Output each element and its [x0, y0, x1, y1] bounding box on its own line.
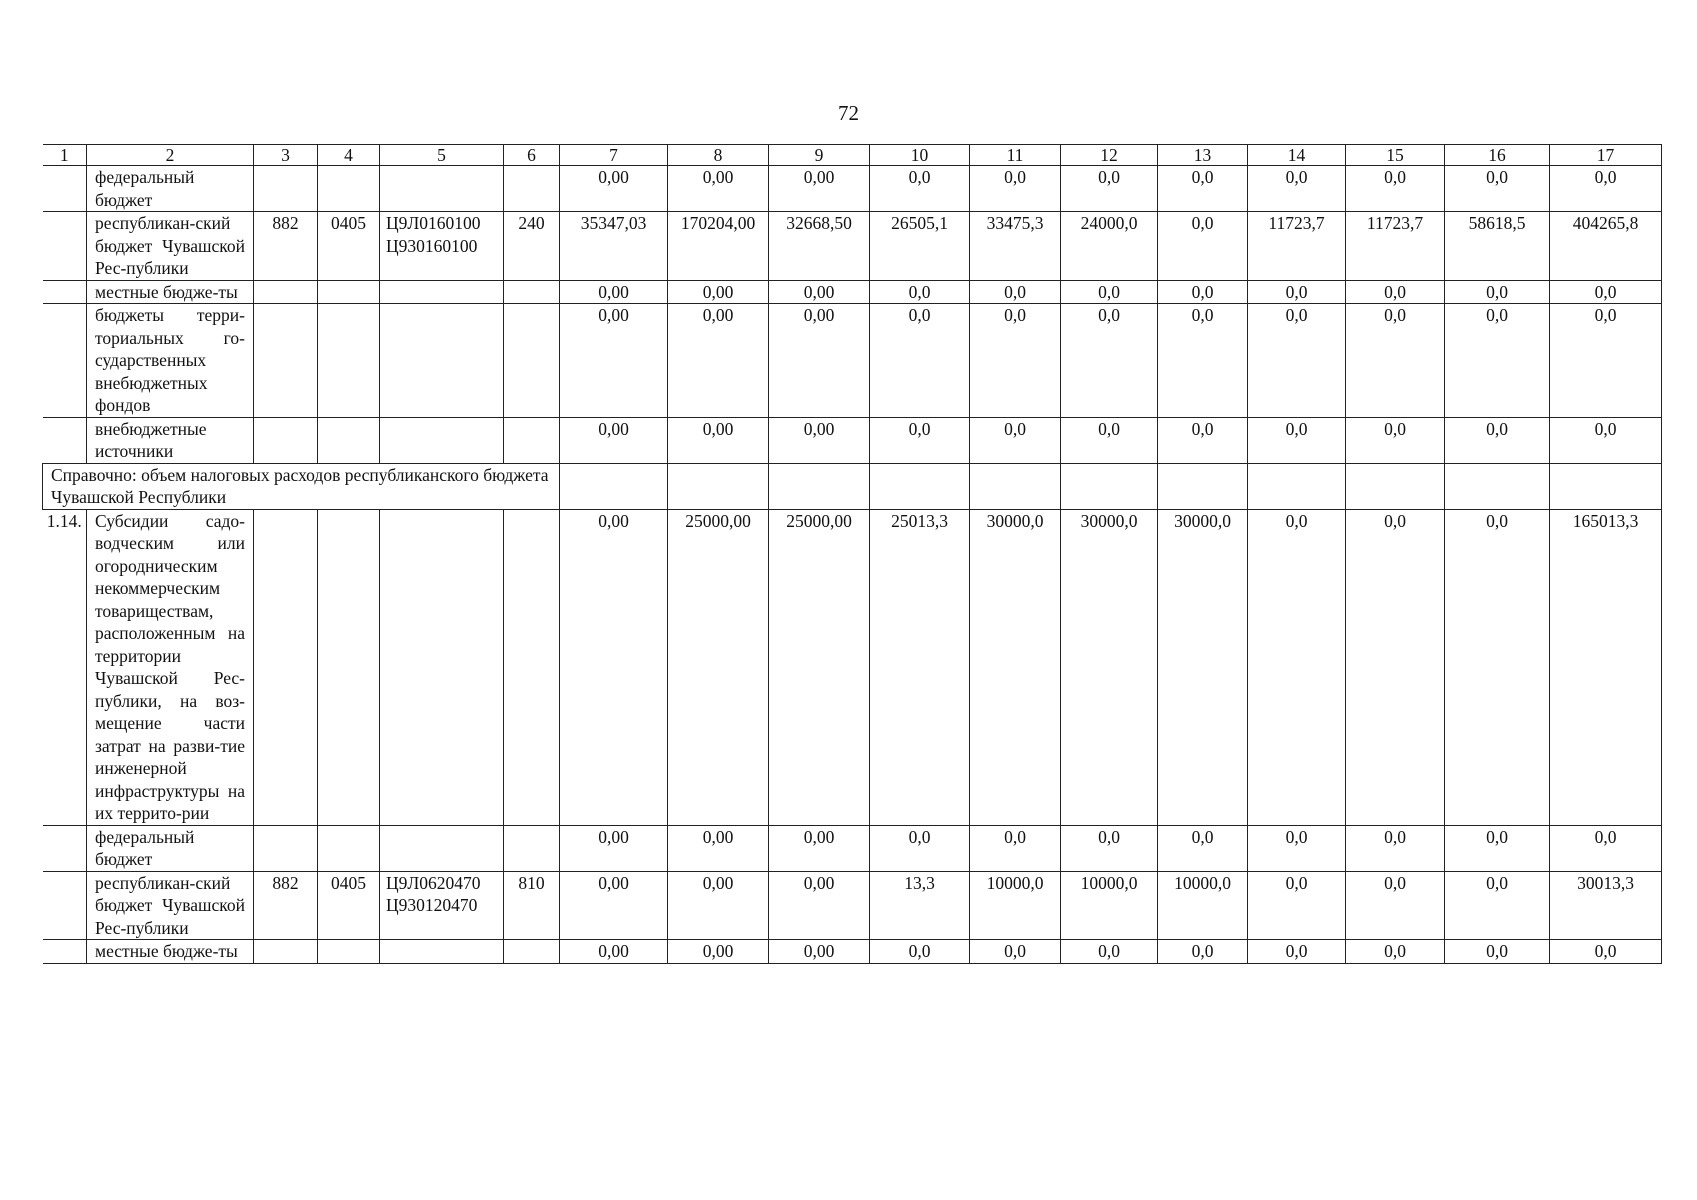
section-code-cell	[318, 166, 380, 212]
value-cell: 0,00	[668, 166, 769, 212]
row-number-cell	[43, 940, 87, 964]
reference-row-label: Справочно: объем налоговых расходов республиканского бюджета Чувашской Республики	[43, 463, 560, 509]
column-header: 8	[668, 145, 769, 166]
row-number-cell	[43, 212, 87, 281]
value-cell: 0,0	[1346, 280, 1445, 304]
column-header: 1	[43, 145, 87, 166]
column-header: 13	[1158, 145, 1248, 166]
row-number-cell: 1.14.	[43, 509, 87, 825]
value-cell: 165013,3	[1550, 509, 1662, 825]
value-cell: 0,0	[1346, 166, 1445, 212]
admin-code-cell	[254, 166, 318, 212]
value-cell: 0,0	[1346, 417, 1445, 463]
value-cell: 170204,00	[668, 212, 769, 281]
value-cell: 0,0	[1445, 940, 1550, 964]
value-cell: 0,00	[560, 304, 668, 418]
target-code-cell: Ц9Л0160100 Ц930160100	[380, 212, 504, 281]
target-code-cell	[380, 166, 504, 212]
value-cell: 0,0	[1346, 825, 1445, 871]
value-cell: 0,00	[668, 825, 769, 871]
value-cell: 10000,0	[970, 871, 1061, 940]
section-code-cell	[318, 509, 380, 825]
value-cell: 11723,7	[1346, 212, 1445, 281]
section-code-cell	[318, 940, 380, 964]
value-cell: 0,0	[1445, 825, 1550, 871]
value-cell: 0,0	[1158, 304, 1248, 418]
row-label-cell: республикан-ский бюджет Чувашской Рес-публики	[87, 212, 254, 281]
column-header: 11	[970, 145, 1061, 166]
column-header: 16	[1445, 145, 1550, 166]
expense-type-cell: 240	[504, 212, 560, 281]
value-cell: 0,0	[1550, 417, 1662, 463]
column-header: 6	[504, 145, 560, 166]
value-cell: 0,00	[668, 940, 769, 964]
expense-type-cell	[504, 166, 560, 212]
value-cell: 32668,50	[769, 212, 870, 281]
value-cell: 0,0	[1158, 940, 1248, 964]
value-cell: 0,0	[1550, 825, 1662, 871]
value-cell: 0,0	[970, 280, 1061, 304]
table-row	[43, 280, 1662, 304]
value-cell: 0,00	[560, 280, 668, 304]
value-cell: 0,0	[1445, 304, 1550, 418]
value-cell: 30000,0	[1061, 509, 1158, 825]
value-cell: 58618,5	[1445, 212, 1550, 281]
value-cell: 0,0	[1248, 509, 1346, 825]
column-header: 4	[318, 145, 380, 166]
row-number-cell	[43, 166, 87, 212]
section-code-cell: 0405	[318, 871, 380, 940]
row-label-cell: республикан-ский бюджет Чувашской Рес-публики	[87, 871, 254, 940]
value-cell: 404265,8	[1550, 212, 1662, 281]
value-cell: 33475,3	[970, 212, 1061, 281]
section-code-cell	[318, 280, 380, 304]
table-row	[43, 871, 1662, 940]
header-row	[43, 145, 1662, 166]
value-cell: 0,0	[1346, 871, 1445, 940]
target-code-cell	[380, 280, 504, 304]
value-cell: 0,0	[870, 417, 970, 463]
admin-code-cell	[254, 940, 318, 964]
value-cell: 0,0	[1248, 825, 1346, 871]
row-number-cell	[43, 825, 87, 871]
expense-type-cell	[504, 940, 560, 964]
value-cell: 0,0	[1550, 304, 1662, 418]
expense-type-cell	[504, 417, 560, 463]
value-cell: 0,00	[560, 166, 668, 212]
expense-type-cell: 810	[504, 871, 560, 940]
table-row	[43, 417, 1662, 463]
value-cell: 0,00	[769, 166, 870, 212]
empty-value-cell	[668, 463, 769, 509]
value-cell: 24000,0	[1061, 212, 1158, 281]
value-cell: 0,0	[1158, 417, 1248, 463]
empty-value-cell	[1061, 463, 1158, 509]
value-cell: 0,0	[1346, 940, 1445, 964]
value-cell: 0,00	[560, 825, 668, 871]
row-label-cell: федеральный бюджет	[87, 825, 254, 871]
value-cell: 10000,0	[1158, 871, 1248, 940]
value-cell: 0,0	[870, 304, 970, 418]
value-cell: 0,0	[970, 825, 1061, 871]
admin-code-cell	[254, 825, 318, 871]
value-cell: 35347,03	[560, 212, 668, 281]
value-cell: 11723,7	[1248, 212, 1346, 281]
value-cell: 0,00	[668, 280, 769, 304]
value-cell: 0,0	[1445, 166, 1550, 212]
value-cell: 25000,00	[769, 509, 870, 825]
empty-value-cell	[769, 463, 870, 509]
value-cell: 0,0	[970, 304, 1061, 418]
value-cell: 0,00	[769, 417, 870, 463]
table-row	[43, 940, 1662, 964]
value-cell: 0,0	[1158, 825, 1248, 871]
admin-code-cell	[254, 304, 318, 418]
row-label-cell: внебюджетные источники	[87, 417, 254, 463]
value-cell: 0,0	[1248, 166, 1346, 212]
expense-type-cell	[504, 825, 560, 871]
value-cell: 13,3	[870, 871, 970, 940]
value-cell: 0,00	[560, 417, 668, 463]
value-cell: 0,0	[1248, 280, 1346, 304]
value-cell: 0,0	[1445, 417, 1550, 463]
row-label-cell: Субсидии садо-водческим или огородническим некоммерческим товариществам, расположенным на территории Чувашской Рес-публики, на воз-мещение части затрат на разви-тие инженерной инфраструктуры на их террито-рии	[87, 509, 254, 825]
value-cell: 0,0	[1248, 940, 1346, 964]
value-cell: 0,0	[870, 166, 970, 212]
value-cell: 0,00	[560, 509, 668, 825]
value-cell: 30000,0	[970, 509, 1061, 825]
column-header: 14	[1248, 145, 1346, 166]
target-code-cell: Ц9Л0620470 Ц930120470	[380, 871, 504, 940]
empty-value-cell	[1158, 463, 1248, 509]
value-cell: 0,0	[1061, 280, 1158, 304]
value-cell: 0,00	[560, 871, 668, 940]
empty-value-cell	[1346, 463, 1445, 509]
empty-value-cell	[870, 463, 970, 509]
value-cell: 0,0	[1248, 417, 1346, 463]
expense-type-cell	[504, 280, 560, 304]
column-header: 10	[870, 145, 970, 166]
value-cell: 26505,1	[870, 212, 970, 281]
value-cell: 0,0	[970, 417, 1061, 463]
row-label-cell: федеральный бюджет	[87, 166, 254, 212]
section-code-cell: 0405	[318, 212, 380, 281]
value-cell: 0,0	[1158, 212, 1248, 281]
column-header: 15	[1346, 145, 1445, 166]
row-number-cell	[43, 280, 87, 304]
admin-code-cell	[254, 280, 318, 304]
table-row	[43, 509, 1662, 825]
admin-code-cell	[254, 509, 318, 825]
column-header: 17	[1550, 145, 1662, 166]
admin-code-cell: 882	[254, 212, 318, 281]
row-label-cell: местные бюдже-ты	[87, 280, 254, 304]
value-cell: 0,0	[1061, 825, 1158, 871]
table-body	[43, 145, 1662, 964]
expense-type-cell	[504, 304, 560, 418]
target-code-cell	[380, 940, 504, 964]
column-header: 5	[380, 145, 504, 166]
value-cell: 0,0	[1445, 871, 1550, 940]
reference-row	[43, 463, 1662, 509]
value-cell: 0,0	[1346, 304, 1445, 418]
value-cell: 0,0	[1158, 166, 1248, 212]
column-header: 7	[560, 145, 668, 166]
value-cell: 0,00	[769, 304, 870, 418]
empty-value-cell	[1248, 463, 1346, 509]
page-number: 72	[838, 101, 859, 125]
value-cell: 0,00	[560, 940, 668, 964]
value-cell: 0,0	[1061, 166, 1158, 212]
table-row	[43, 825, 1662, 871]
value-cell: 0,00	[769, 940, 870, 964]
admin-code-cell: 882	[254, 871, 318, 940]
value-cell: 0,0	[1550, 166, 1662, 212]
table-row	[43, 212, 1662, 281]
value-cell: 0,0	[870, 280, 970, 304]
column-header: 9	[769, 145, 870, 166]
row-label-cell: бюджеты терри-ториальных го-сударственных внебюджетных фондов	[87, 304, 254, 418]
value-cell: 30013,3	[1550, 871, 1662, 940]
section-code-cell	[318, 825, 380, 871]
value-cell: 0,00	[769, 280, 870, 304]
target-code-cell	[380, 304, 504, 418]
value-cell: 0,0	[1248, 304, 1346, 418]
value-cell: 0,0	[1550, 280, 1662, 304]
value-cell: 0,00	[668, 417, 769, 463]
section-code-cell	[318, 417, 380, 463]
value-cell: 0,0	[1346, 509, 1445, 825]
empty-value-cell	[560, 463, 668, 509]
value-cell: 0,0	[1061, 304, 1158, 418]
value-cell: 0,0	[1061, 417, 1158, 463]
value-cell: 0,0	[970, 940, 1061, 964]
budget-table	[42, 144, 1662, 964]
target-code-cell	[380, 825, 504, 871]
value-cell: 30000,0	[1158, 509, 1248, 825]
row-number-cell	[43, 304, 87, 418]
value-cell: 0,0	[1248, 871, 1346, 940]
value-cell: 0,0	[970, 166, 1061, 212]
value-cell: 25000,00	[668, 509, 769, 825]
empty-value-cell	[1550, 463, 1662, 509]
column-header: 3	[254, 145, 318, 166]
row-number-cell	[43, 417, 87, 463]
value-cell: 0,0	[1061, 940, 1158, 964]
row-label-cell: местные бюдже-ты	[87, 940, 254, 964]
value-cell: 0,0	[1445, 280, 1550, 304]
value-cell: 0,00	[668, 304, 769, 418]
target-code-cell	[380, 417, 504, 463]
empty-value-cell	[1445, 463, 1550, 509]
value-cell: 0,0	[870, 825, 970, 871]
column-header: 12	[1061, 145, 1158, 166]
expense-type-cell	[504, 509, 560, 825]
value-cell: 0,00	[668, 871, 769, 940]
value-cell: 25013,3	[870, 509, 970, 825]
table-row	[43, 166, 1662, 212]
section-code-cell	[318, 304, 380, 418]
value-cell: 0,0	[1158, 280, 1248, 304]
value-cell: 0,0	[1550, 940, 1662, 964]
value-cell: 10000,0	[1061, 871, 1158, 940]
value-cell: 0,00	[769, 871, 870, 940]
empty-value-cell	[970, 463, 1061, 509]
value-cell: 0,0	[870, 940, 970, 964]
value-cell: 0,0	[1445, 509, 1550, 825]
target-code-cell	[380, 509, 504, 825]
admin-code-cell	[254, 417, 318, 463]
table-row	[43, 304, 1662, 418]
value-cell: 0,00	[769, 825, 870, 871]
row-number-cell	[43, 871, 87, 940]
column-header: 2	[87, 145, 254, 166]
